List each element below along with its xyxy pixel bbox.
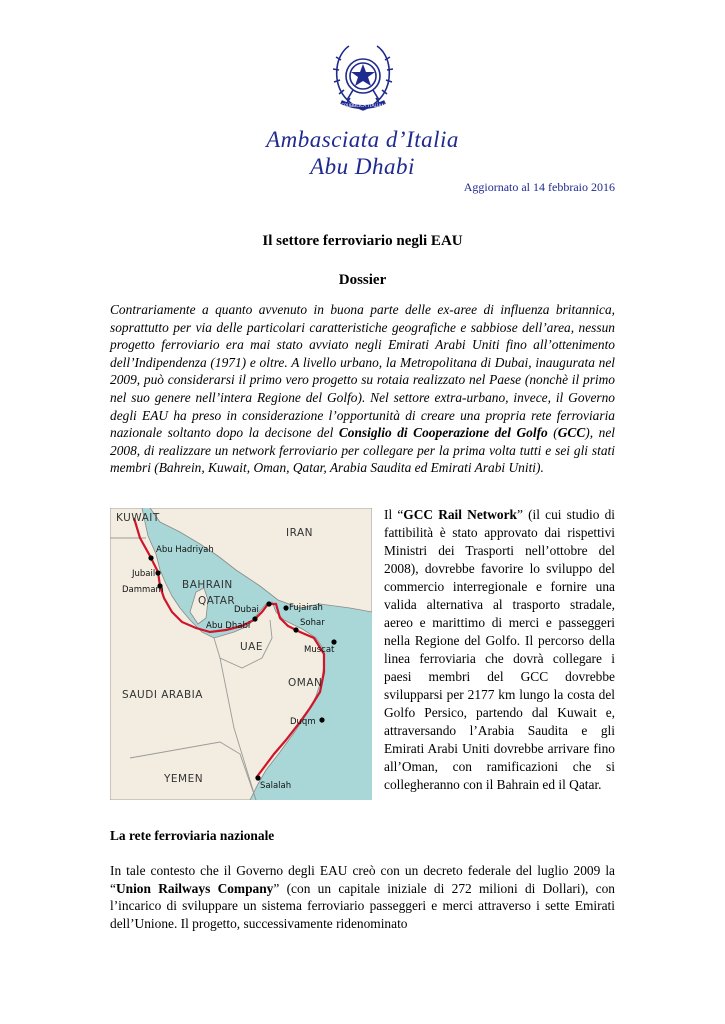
map-label-bahrain: BAHRAIN [182, 579, 233, 591]
side-network-name: GCC Rail Network [403, 507, 517, 522]
map-city-salalah: Salalah [260, 781, 292, 791]
station-duqm [319, 717, 324, 722]
station-muscat [331, 639, 336, 644]
map-label-uae: UAE [240, 641, 264, 653]
gcc-rail-map [110, 508, 372, 800]
intro-gcc-acronym: GCC [557, 425, 586, 441]
update-date: Aggiornato al 14 febbraio 2016 [463, 180, 615, 194]
station-sohar [293, 627, 298, 632]
intro-gcc-full-name: Consiglio di Cooperazione del Golfo [338, 425, 548, 441]
intro-text-start: Contrariamente a quanto avvenuto in buona parte delle ex-aree di influenza britannica, soprattutto per via delle particolari caratteristiche geografiche e sabbiose dell’area, nessun progetto ferroviario era mai stato avviato negli Emirati Arabi Uniti fino all’ottenimento dell’Indipendenza (1971) e oltre. A livello urbano, la Metropolitana di Dubai, inaugurata nel 2009, può considerarsi il primo vero progetto su rotaia realizzato nel Paese (nonchè il primo nel suo genere nell’intera Regione del Golfo). Nel settore extra-urbano, invece, il Governo degli EAU ha preso in considerazione l’opportunità di creare una propria rete ferroviaria nazionale soltanto dopo la decisone del [110, 302, 615, 441]
map-label-yemen: YEMEN [164, 773, 204, 785]
station-jubail [155, 570, 160, 575]
station-abu-dhabi [252, 616, 257, 621]
embassy-name: Ambasciata d’Italia [266, 127, 459, 152]
station-dubai [266, 601, 271, 606]
document-title: Il settore ferroviario negli EAU [262, 233, 463, 249]
map-city-abu-hadriyah: Abu Hadriyah [156, 545, 214, 555]
intro-text-end: ), nel 2008, di realizzare un network ferroviario per collegare per la prima volta tutti e sei gli stati membri (Bahrein, Kuwait, Oman, Qatar, Arabia Saudita ed Emirati Arabi Uniti). [110, 425, 615, 476]
map-label-saudi-arabia: SAUDI ARABIA [122, 689, 203, 701]
intro-paragraph [110, 301, 615, 477]
map-city-dubai: Dubai [234, 605, 259, 615]
intro-text-paren: ( [547, 425, 558, 441]
station-abu-hadriyah [148, 555, 153, 560]
body-text-start: In tale contesto che il Governo degli EAU creò con un decreto federale del luglio 2009 la “ [110, 863, 615, 896]
map-city-abu-dhabi: Abu Dhabi [206, 621, 251, 631]
map-label-oman: OMAN [288, 677, 323, 689]
national-rail-paragraph [110, 862, 615, 932]
map-city-muscat: Muscat [304, 645, 335, 655]
italian-emblem-icon [329, 40, 397, 116]
map-city-jubail: Jubail [132, 569, 156, 579]
map-city-sohar: Sohar [300, 618, 325, 628]
emblem-motto: REPUBBLICA ITALIANA [338, 104, 388, 109]
side-text-end: ” (il cui studio di fattibilità è stato approvato dai rispettivi Ministri dei Trasporti nell’ottobre del 2008), dovrebbe favorire lo sviluppo del commercio interregionale e fornire una valida alternativa al trasporto stradale, aereo e marittimo di merci e passeggeri nella Regione del Golfo. Il percorso della linea ferroviaria che dovrà collegare i paesi membri del GCC dovrebbe svilupparsi per 2177 km lungo la costa del Golfo Persico, partendo dal Kuwait e, attraversando l’Arabia Saudita e gli Emirati Arabi Uniti dovrebbe arrivare fino all’Oman, con ramificazioni che si collegheranno con il Bahrain ed il Qatar. [384, 507, 615, 792]
map-label-qatar: QATAR [198, 595, 236, 607]
station-fujairah [283, 605, 288, 610]
document-subtitle: Dossier [338, 272, 387, 288]
map-label-kuwait: KUWAIT [116, 512, 160, 524]
gcc-rail-paragraph [384, 506, 615, 794]
embassy-city: Abu Dhabi [310, 154, 415, 179]
body-company-name: Union Railways Company [115, 880, 274, 896]
side-text-start: Il “ [384, 507, 404, 522]
map-city-dammam: Dammam [122, 585, 164, 595]
map-city-fujairah: Fujairah [289, 603, 323, 613]
station-salalah [255, 775, 260, 780]
map-city-duqm: Duqm [290, 717, 316, 727]
section-heading: La rete ferroviaria nazionale [110, 828, 275, 843]
map-label-iran: IRAN [286, 527, 314, 539]
body-text-end: ” (con un capitale iniziale di 272 milioni di Dollari), con l’incarico di sviluppare un sistema ferroviario passeggeri e merci attraverso i sette Emirati dell’Unione. Il progetto, successivamente ridenominato [110, 880, 615, 931]
